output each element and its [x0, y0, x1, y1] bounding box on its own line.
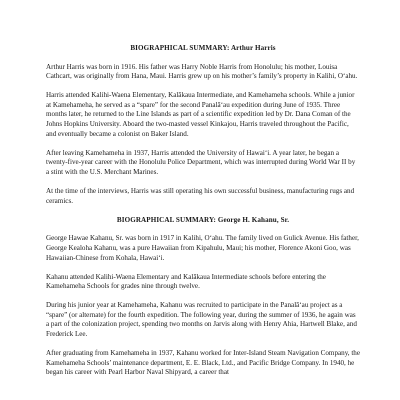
document-body [46, 44, 360, 387]
paragraph: Kahanu attended Kalihi-Waena Elementary and Kalākaua Intermediate schools before entering the Kamehameha Schools for grades nine through twelve. [46, 272, 326, 291]
section-heading: BIOGRAPHICAL SUMMARY: George H. Kahanu, Sr. [116, 215, 290, 224]
paragraph: George Hawae Kahanu, Sr. was born in 1917 in Kalihi, O‘ahu. The family lived on Gulick Avenue. His father, George Kealoha Kahanu, was a pure Hawaiian from Kipahulu, Maui; his mother, Florence Akoni Goo, was Hawaiian-Chinese from Kohala, Hawai‘i. [46, 234, 359, 262]
paragraph: At the time of the interviews, Harris was still operating his own successful business, manufacturing rugs and ceramics. [46, 187, 355, 205]
paragraph: During his junior year at Kamehameha, Kahanu was recruited to participate in the Panalā‘au project as a “spare” (or alternate) for the fourth expedition. The following year, during the summer of 1936, he again was a part of the colonization project, spending two months on Jarvis along with Henry Ahia, Hartwell Blake, and Frederick Lee. [46, 301, 357, 339]
paragraph: After leaving Kamehameha in 1937, Harris attended the University of Hawai‘i. A year later, he began a twenty-five-year career with the Honolulu Police Department, which was interrupted during World War II by a stint with the U.S. Merchant Marines. [46, 148, 356, 176]
biography-section-kahanu [46, 216, 360, 378]
paragraph: Arthur Harris was born in 1916. His father was Harry Noble Harris from Honolulu; his mother, Louisa Cathcart, was originally from Hana, Maui. Harris grew up on his mother’s family’s property in Kalihi, O‘ahu. [46, 62, 358, 81]
paragraph: Harris attended Kalihi-Waena Elementary, Kalākaua Intermediate, and Kamehameha schools. While a junior at Kamehameha, he served as a “spare” for the second Panalā‘au expedition during June of 1935. Three months later, he returned to the Line Islands as part of a scientific expedition led by Dr. Dana Coman of the Johns Hopkins University. Aboard the two-masted vessel Kinkajou, Harris traveled throughout the Pacific, and eventually became a colonist on Baker Island. [46, 91, 355, 138]
section-heading: BIOGRAPHICAL SUMMARY: Arthur Harris [130, 44, 276, 52]
biography-section-harris [46, 44, 360, 206]
paragraph: After graduating from Kamehameha in 1937, Kahanu worked for Inter-Island Steam Navigation Company, the Kamehameha Schools’ maintenance department, E. E. Black, Ltd., and Pacific Bridge Company. In 1940, he began his career with Pearl Harbor Naval Shipyard, a career that [46, 349, 360, 377]
